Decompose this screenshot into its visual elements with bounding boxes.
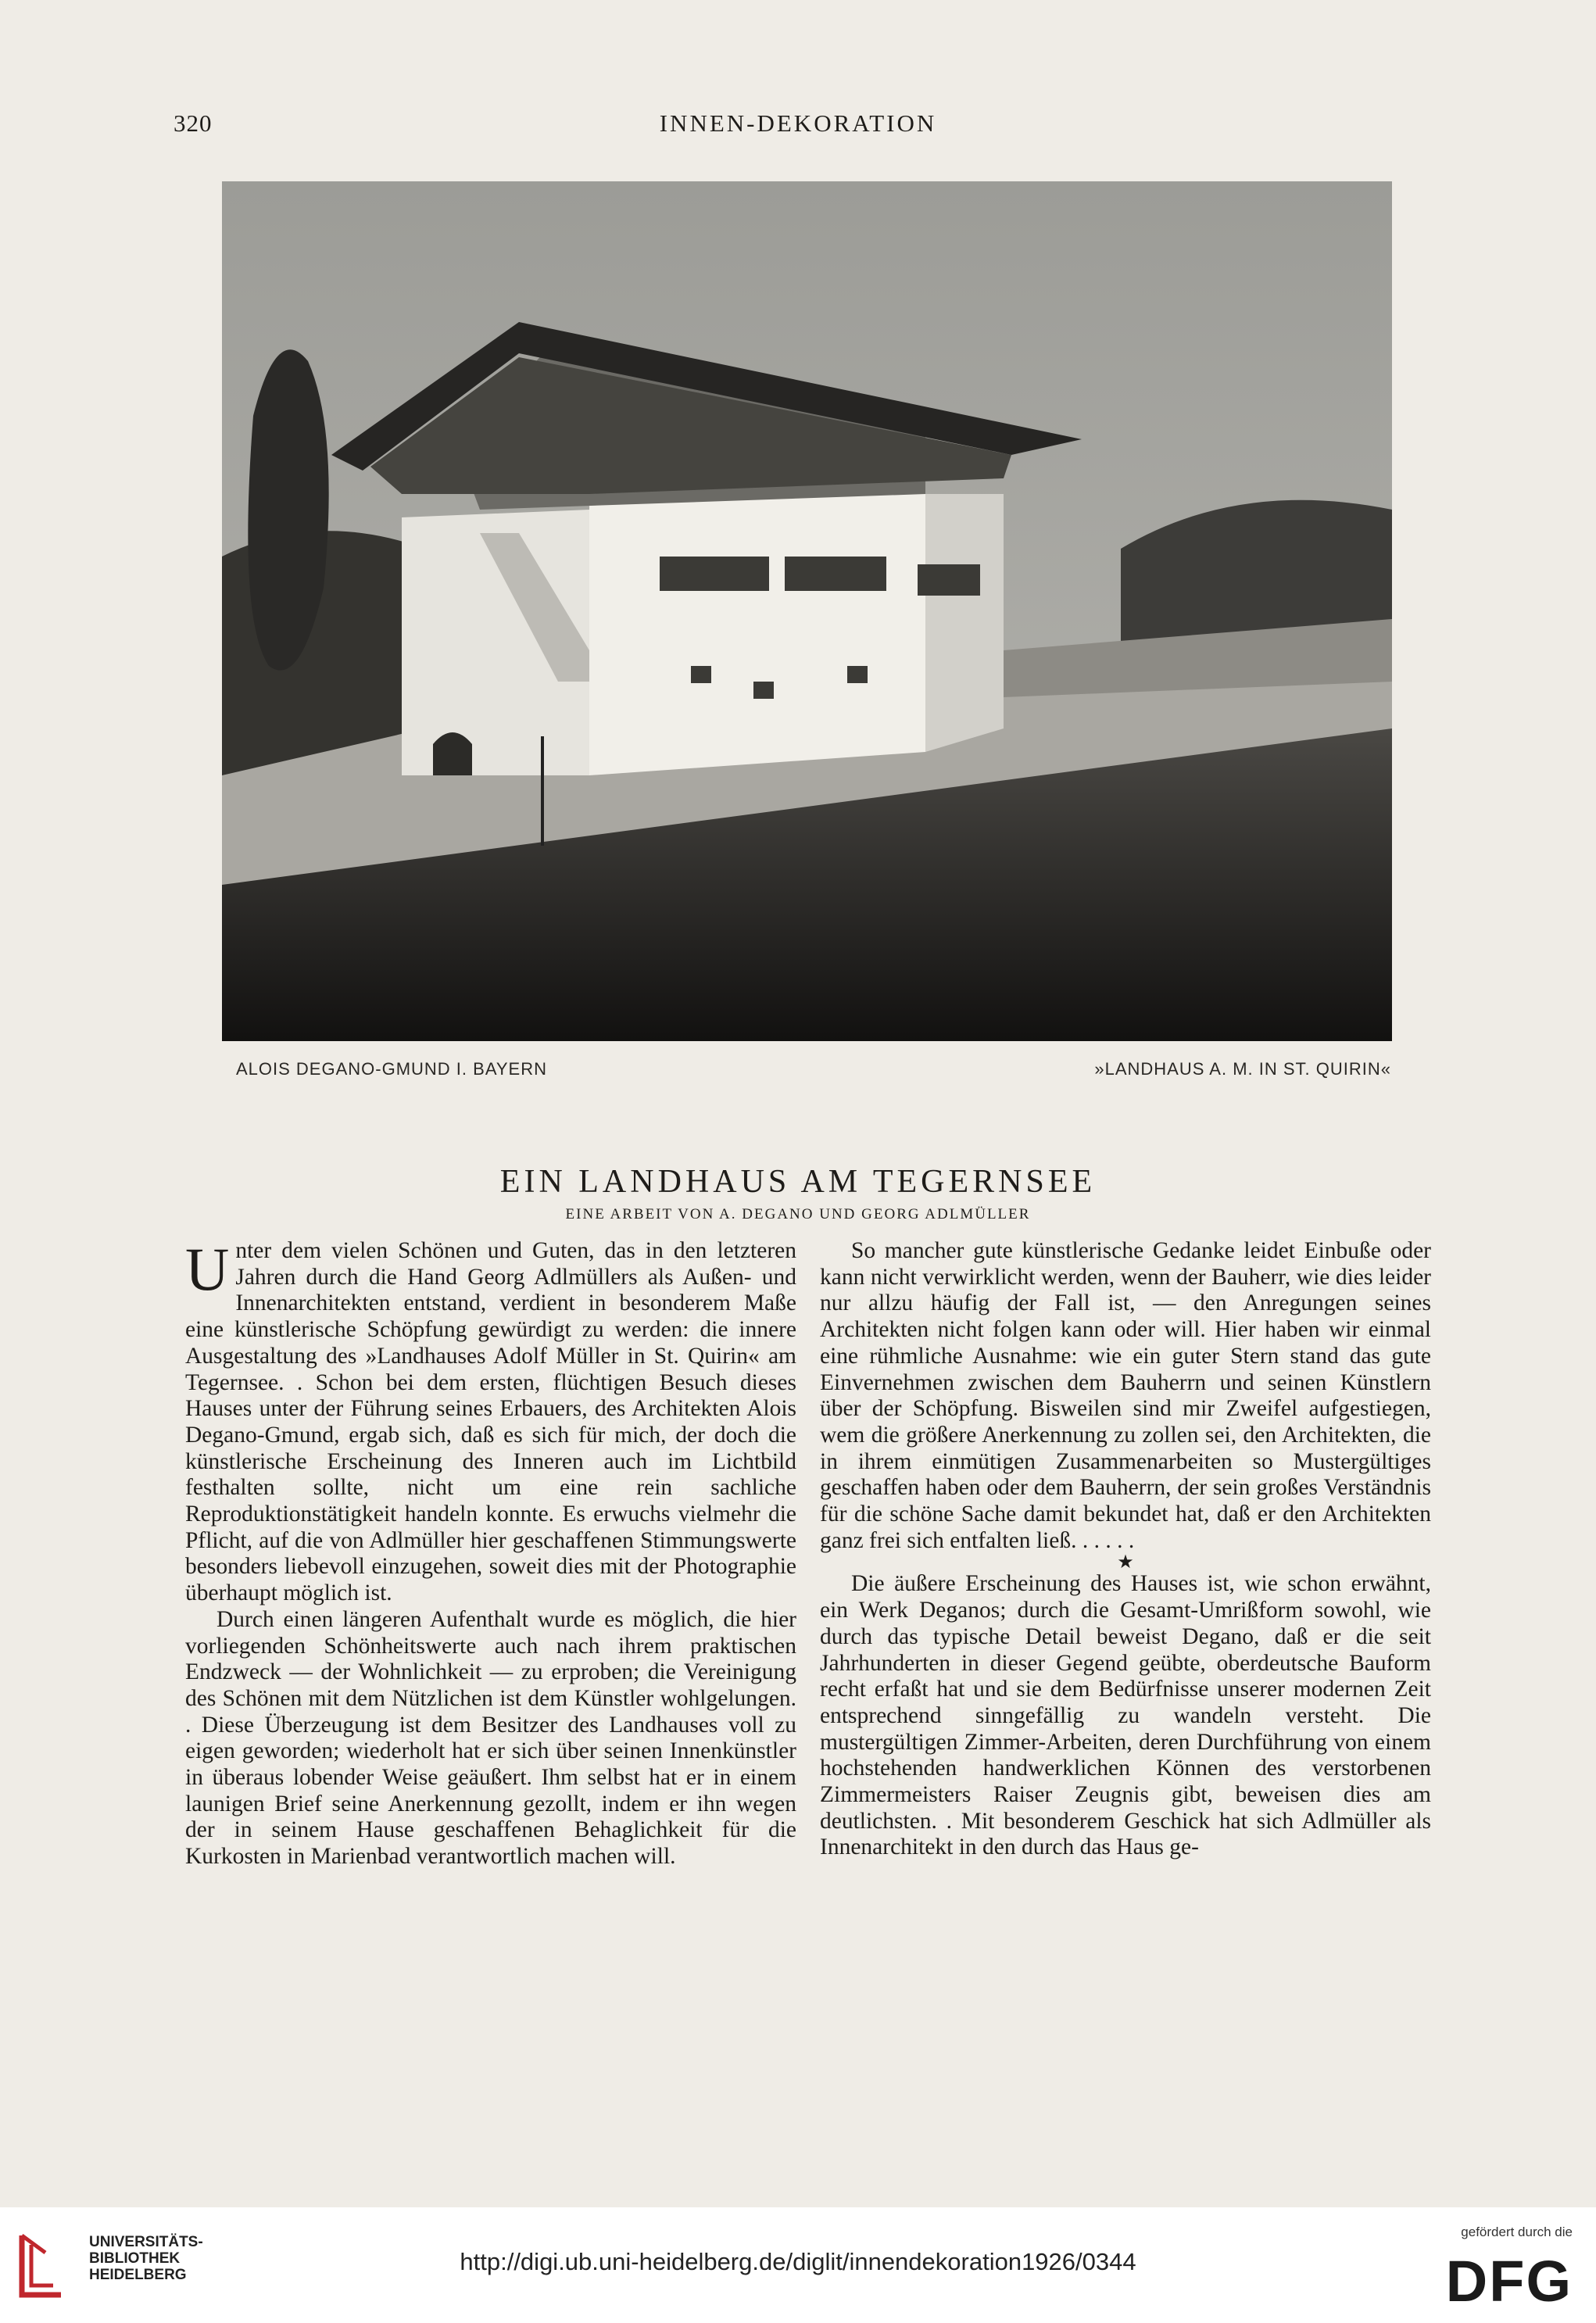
text-column-right xyxy=(820,1238,1431,1861)
running-head: INNEN-DEKORATION xyxy=(659,109,937,137)
page-number: 320 xyxy=(174,109,213,137)
text-column-left xyxy=(185,1235,796,1870)
article-subtitle: EINE ARBEIT VON A. DEGANO UND GEORG ADLMÜLLER xyxy=(565,1206,1031,1222)
funded-by-label: gefördert durch die xyxy=(1461,2225,1573,2239)
library-name-line: BIBLIOTHEK xyxy=(89,2250,181,2267)
dfg-logo: DFG xyxy=(1445,2249,1573,2314)
house-photograph xyxy=(222,181,1392,1041)
figure-caption-architect: ALOIS DEGANO-GMUND I. BAYERN xyxy=(236,1059,547,1079)
section-separator-star: ★ xyxy=(1117,1552,1134,1573)
paragraph: Durch einen längeren Aufenthalt wurde es möglich, die hier vorliegenden Schönheitswerte auch nach ihrem praktischen Endzweck — der Wohnlichkeit — zu erproben; die Vereinigung des Schönen mit dem Nützlichen ist dem Künstler wohlgelungen. . Diese Überzeugung ist dem Besitzer des Landhauses voll zu eigen geworden; wiederholt hat er sich über seinen Innenkünstler in überaus lobender Weise geäußert. Ihm selbst hat er in einem launigen Brief seine Anerkennung gezollt, indem er ihn wegen der in seinem Hause geschaffenen Behaglichkeit für die Kurkosten in Marienbad verantwortlich machen will. xyxy=(185,1606,796,1870)
paragraph: Die äußere Erscheinung des Hauses ist, wie schon erwähnt, ein Werk Deganos; durch die Gesamt-Umrißform sowohl, wie durch das typische Detail beweist Degano, daß er die seit Jahrhunderten in dieser Gegend geübte, oberdeutsche Bauform recht erfaßt hat und sie dem Bedürfnisse unserer modernen Zeit entsprechend sinngefällig zu wandeln versteht. Die mustergültigen Zimmer-Arbeiten, deren Durchführung von einem hochstehenden handwerklichen Können des verstorbenen Zimmermeisters Raiser Zeugnis gibt, beweisen dies am deutlichsten. . Mit besonderem Geschick hat sich Adlmüller als Innenarchitekt in den durch das Haus ge- xyxy=(820,1571,1431,1860)
figure-caption-title: »LANDHAUS A. M. IN ST. QUIRIN« xyxy=(1094,1059,1391,1079)
library-name-line: UNIVERSITÄTS- xyxy=(89,2234,203,2250)
article-title: EIN LANDHAUS AM TEGERNSEE xyxy=(499,1164,1097,1200)
paragraph xyxy=(185,1235,796,1607)
paragraph-text: nter dem vielen Schönen und Guten, das in den letzteren Jahren durch die Hand Georg Adlmüllers als Außen- und Innenarchitekten entstand, verdient in besonderem Maße eine künstlerische Schöpfung gewürdigt zu werden: die innere Ausgestaltung des »Landhauses Adolf Müller in St. Quirin« am Tegernsee. . Schon bei dem ersten, flüchtigen Besuch dieses Hauses unter der Führung seines Erbauers, des Architekten Alois Degano-Gmund, ergab sich, daß es sich für mich, der doch die künstlerische Erscheinung des Inneren auch im Lichtbild festhalten sollte, nicht um eine rein sachliche Reproduktionstätigkeit handeln konnte. Es erwuchs vielmehr die Pflicht, auf die von Adlmüller hier geschaffenen Stimmungswerte besonders liebevoll einzugehen, soweit dies mit der Photographie überhaupt möglich ist. xyxy=(185,1238,796,1606)
paragraph: So mancher gute künstlerische Gedanke leidet Einbuße oder kann nicht verwirklicht werden, wenn der Bauherr, wie dies leider nur allzu häufig der Fall ist, — den Anregungen seines Architekten nicht folgen kann oder will. Hier haben wir einmal eine rühmliche Ausnahme: wie ein guter Stern stand das gute Einvernehmen zwischen dem Bauherrn und seinen Künstlern über der Schöpfung. Bisweilen sind mir Zweifel aufgestiegen, wem die größere Anerkennung zu zollen sei, den Architekten, die in ihrem einmütigen Zusammenarbeiten so Mustergültiges geschaffen haben oder dem Bauherrn, der sein großes Verständnis für die schöne Sache damit bekundet hat, daß er den Architekten ganz frei sich entfalten ließ. . . . . . xyxy=(820,1238,1431,1553)
digitization-footer xyxy=(0,2207,1596,2323)
library-name-line: HEIDELBERG xyxy=(89,2267,187,2283)
drop-cap: U xyxy=(185,1235,230,1303)
house-photo-illustration xyxy=(222,181,1392,1041)
source-url-link[interactable]: http://digi.ub.uni-heidelberg.de/diglit/innendekoration1926/0344 xyxy=(460,2248,1136,2275)
page-header xyxy=(0,109,1596,156)
